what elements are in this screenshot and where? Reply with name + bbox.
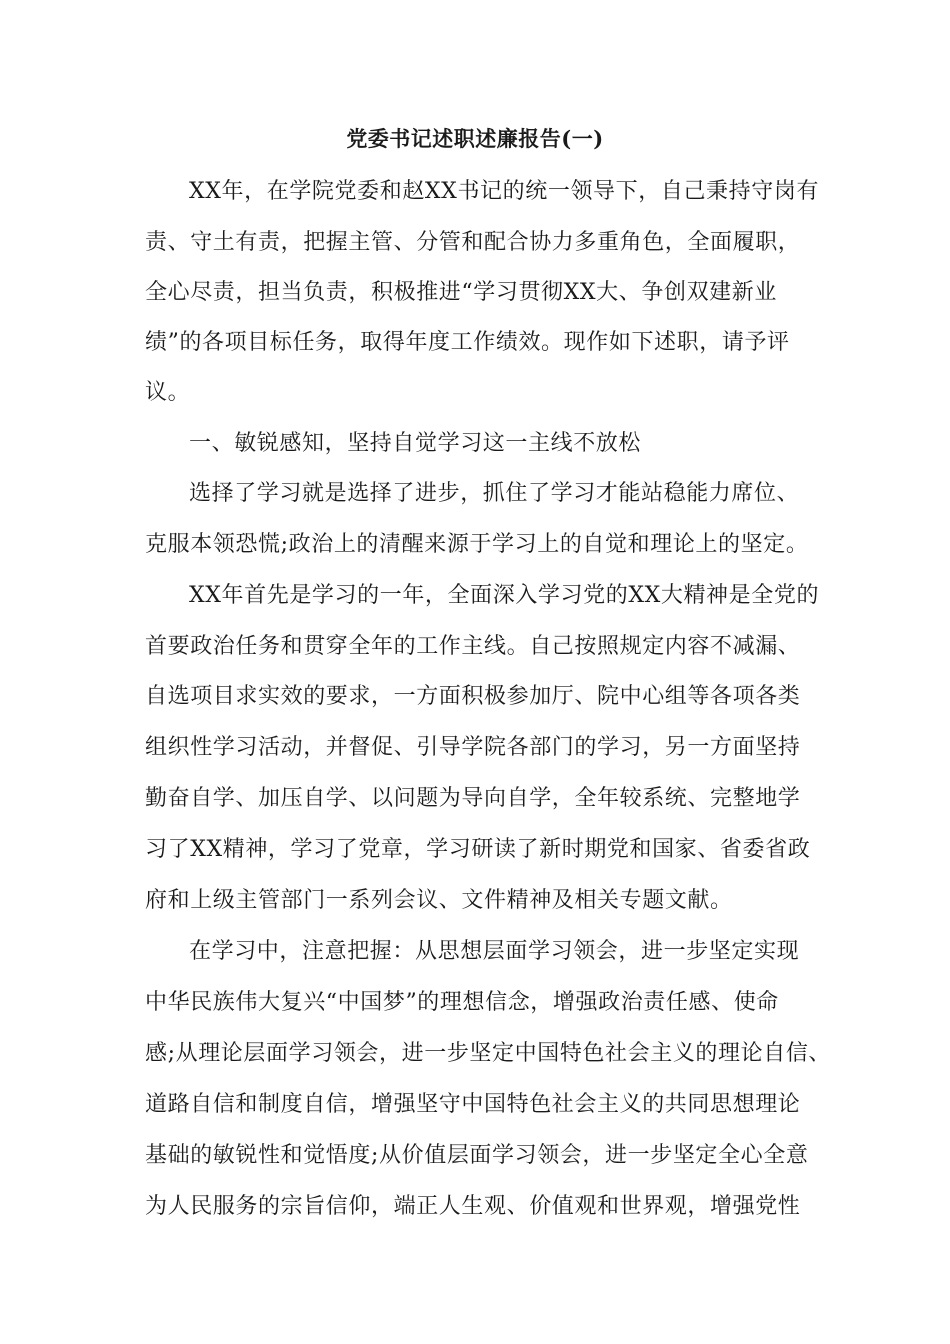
text-line-2: 责、守土有责，把握主管、分管和配合协力多重角色，全面履职， — [145, 230, 801, 255]
text-line-19: 道路自信和制度自信，增强坚守中国特色社会主义的共同思想理论 — [145, 1092, 801, 1117]
text-line-13: 勤奋自学、加压自学、以问题为导向自学，全年较系统、完整地学 — [145, 786, 801, 811]
text-line-11: 自选项目求实效的要求，一方面积极参加厅、院中心组等各项各类 — [145, 684, 801, 709]
text-line-18: 感;从理论层面学习领会，进一步坚定中国特色社会主义的理论自信、 — [145, 1041, 832, 1066]
text-line-8: 克服本领恐慌;政治上的清醒来源于学习上的自觉和理论上的坚定。 — [145, 532, 809, 557]
text-line-10: 首要政治任务和贯穿全年的工作主线。自己按照规定内容不减漏、 — [145, 634, 801, 659]
text-line-17: 中华民族伟大复兴“中国梦”的理想信念，增强政治责任感、使命 — [145, 990, 779, 1015]
text-line-1: XX年，在学院党委和赵XX书记的统一领导下，自己秉持守岗有 — [189, 179, 820, 204]
section-heading-1: 一、敏锐感知，坚持自觉学习这一主线不放松 — [189, 431, 642, 456]
text-line-9: XX年首先是学习的一年，全面深入学习党的XX大精神是全党的 — [189, 583, 820, 608]
text-line-16: 在学习中，注意把握：从思想层面学习领会，进一步坚定实现 — [189, 939, 800, 964]
text-line-21: 为人民服务的宗旨信仰，端正人生观、价值观和世界观，增强党性 — [145, 1194, 801, 1219]
text-line-3: 全心尽责，担当负责，积极推进“学习贯彻XX大、争创双建新业 — [145, 280, 777, 305]
text-line-20: 基础的敏锐性和觉悟度;从价值层面学习领会，进一步坚定全心全意 — [145, 1143, 809, 1168]
document-title: 党委书记述职述廉报告(一) — [346, 126, 604, 151]
text-line-4: 绩”的各项目标任务，取得年度工作绩效。现作如下述职，请予评 — [145, 330, 790, 355]
text-line-14: 习了XX精神，学习了党章，学习研读了新时期党和国家、省委省政 — [145, 837, 811, 862]
text-line-7: 选择了学习就是选择了进步，抓住了学习才能站稳能力席位、 — [189, 481, 800, 506]
text-line-12: 组织性学习活动，并督促、引导学院各部门的学习，另一方面坚持 — [145, 735, 801, 760]
text-line-5: 议。 — [145, 380, 191, 405]
text-line-15: 府和上级主管部门一系列会议、文件精神及相关专题文献。 — [145, 888, 733, 913]
